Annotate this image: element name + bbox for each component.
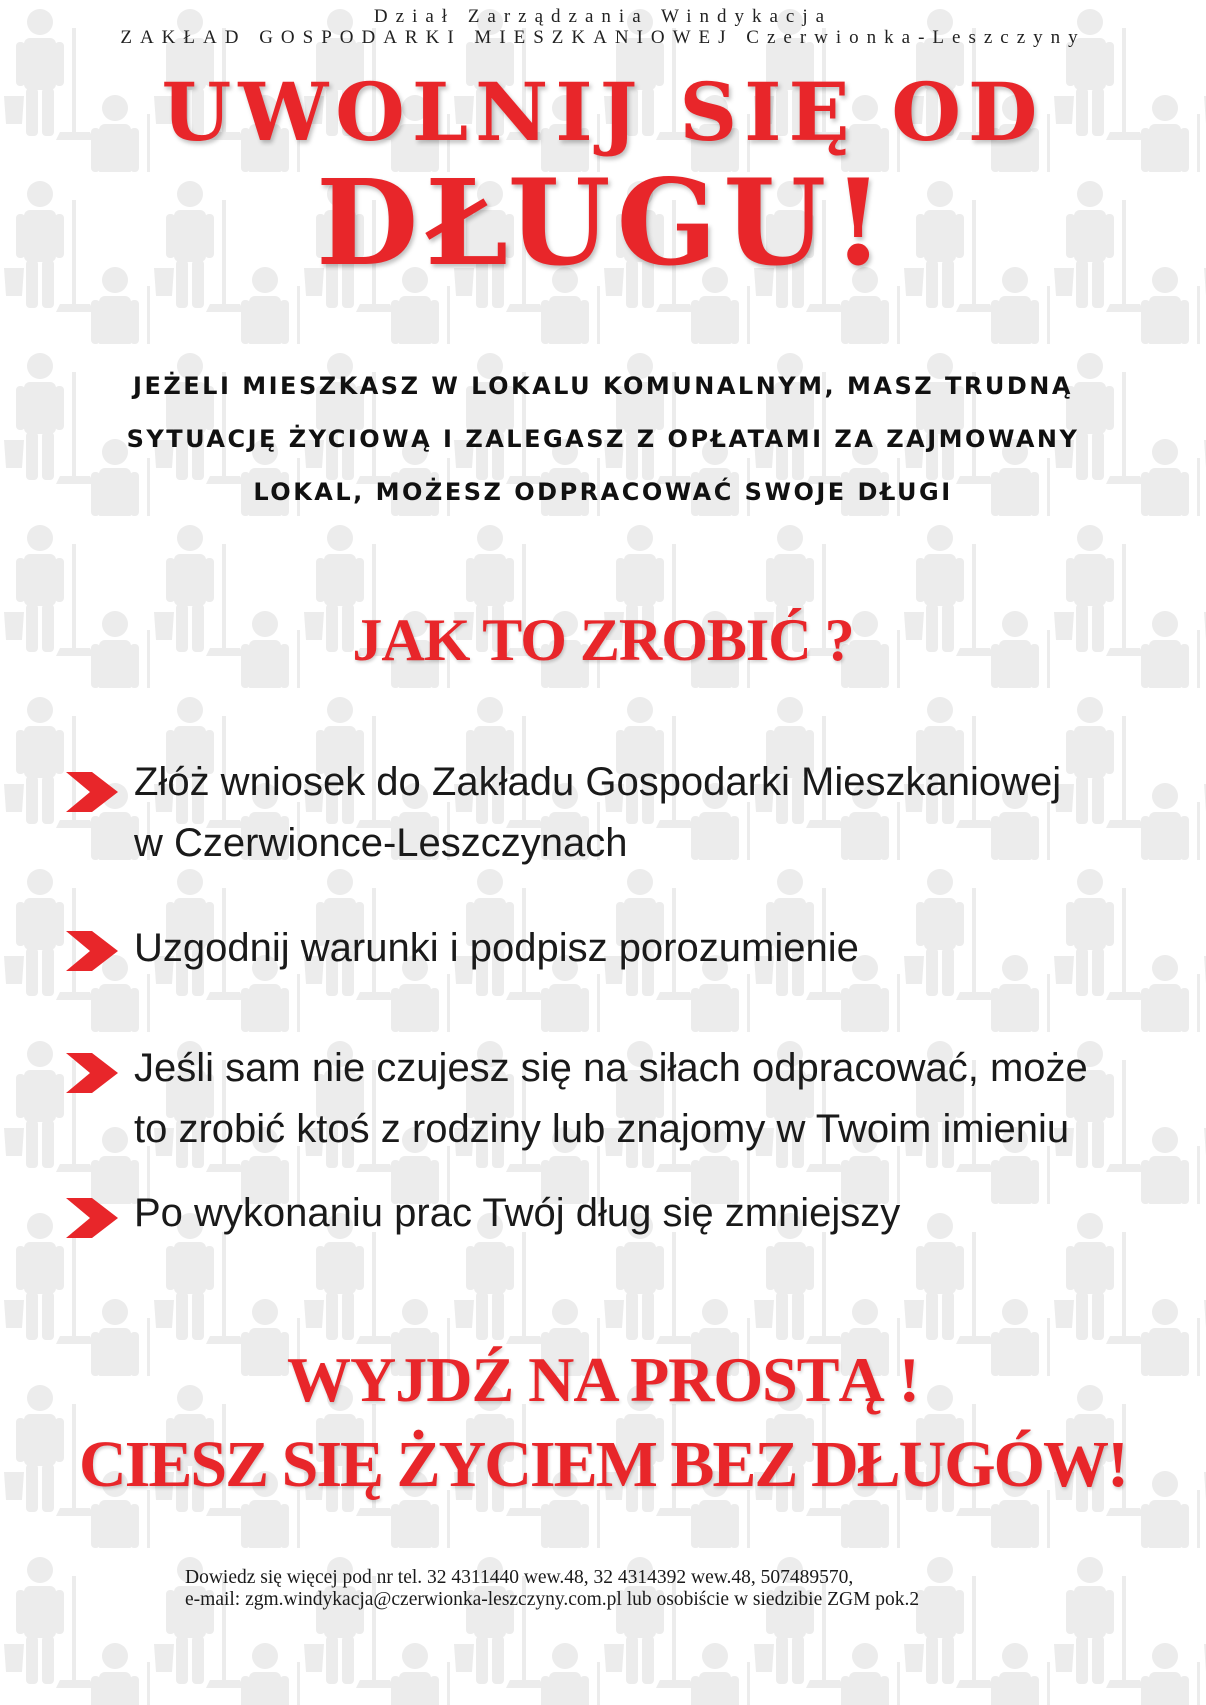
closing-line-1: WYJDŹ NA PROSTĄ !	[287, 1344, 919, 1415]
department-name: Dział Zarządzania Windykacja	[373, 6, 833, 27]
chevron-right-icon	[66, 1053, 118, 1093]
chevron-right-icon	[66, 1198, 118, 1238]
step-text-line: Uzgodnij warunki i podpisz porozumienie	[134, 926, 859, 970]
organization-name: ZAKŁAD GOSPODARKI MIESZKANIOWEJ Czerwionka-Leszczyny	[120, 27, 1086, 48]
chevron-right-icon	[66, 772, 118, 812]
intro-line: JEŻELI MIESZKASZ W LOKALU KOMUNALNYM, MASZ TRUDNĄ	[133, 372, 1073, 400]
contact-email-line: e-mail: zgm.windykacja@czerwionka-leszczyny.com.pl lub osobiście w siedzibie ZGM pok.2	[185, 1589, 920, 1610]
intro-line: LOKAL, MOŻESZ ODPRACOWAĆ SWOJE DŁUGI	[253, 478, 953, 506]
contact-phone-line: Dowiedz się więcej pod nr tel. 32 4311440 wew.48, 32 4314392 wew.48, 507489570,	[185, 1567, 854, 1588]
step-text-line: Złóż wniosek do Zakładu Gospodarki Mieszkaniowej	[134, 760, 1062, 804]
step-text-line: to zrobić ktoś z rodziny lub znajomy w Twoim imieniu	[134, 1107, 1070, 1151]
step-text-line: Jeśli sam nie czujesz się na siłach odpracować, może	[134, 1046, 1088, 1090]
step-text-line: w Czerwionce-Leszczynach	[134, 821, 628, 865]
headline-line-2: DŁUGU!	[315, 153, 891, 292]
headline-line-1: UWOLNIJ SIĘ OD	[161, 65, 1045, 159]
intro-text	[60, 360, 1146, 519]
intro-line: SYTUACJĘ ŻYCIOWĄ I ZALEGASZ Z OPŁATAMI ZA ZAJMOWANY	[126, 425, 1080, 453]
how-to-heading: JAK TO ZROBIĆ ?	[352, 607, 854, 673]
contact-info	[185, 1567, 1185, 1611]
step-text-line: Po wykonaniu prac Twój dług się zmniejszy	[134, 1191, 901, 1235]
closing-line-2: CIESZ SIĘ ŻYCIEM BEZ DŁUGÓW!	[79, 1428, 1127, 1501]
chevron-right-icon	[66, 931, 118, 971]
